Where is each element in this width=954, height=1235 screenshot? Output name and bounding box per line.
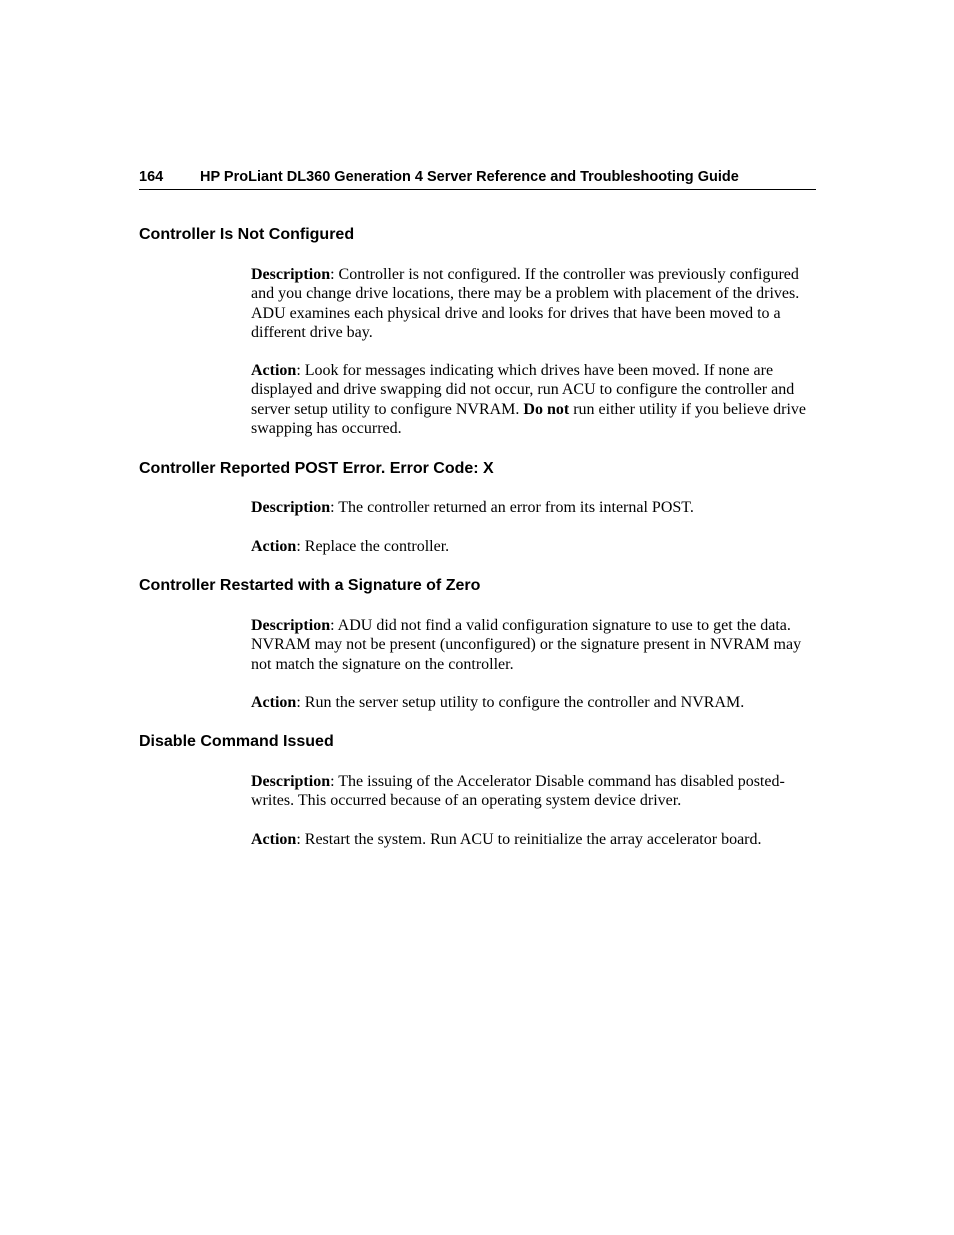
- action-label: Action: [251, 694, 297, 711]
- action-text-tail: run either utility if you believe drive swapping has occurred.: [251, 400, 807, 437]
- description-label: Description: [251, 266, 331, 283]
- action-paragraph: [251, 361, 817, 438]
- description-paragraph: [251, 265, 817, 342]
- action-paragraph: [251, 830, 817, 849]
- document-title: HP ProLiant DL360 Generation 4 Server Reference and Troubleshooting Guide: [200, 169, 739, 185]
- description-text: : The issuing of the Accelerator Disable command has disabled posted-writes. This occurred because of an operating system device driver.: [251, 773, 785, 810]
- action-text: : Restart the system. Run ACU to reinitialize the array accelerator board.: [296, 831, 762, 848]
- action-paragraph: [251, 537, 817, 556]
- description-label: Description: [251, 617, 331, 634]
- description-paragraph: [251, 616, 817, 674]
- section-heading-controller-not-configured: Controller Is Not Configured: [139, 226, 355, 243]
- section-heading-disable-command: Disable Command Issued: [139, 733, 334, 750]
- description-text: : Controller is not configured. If the controller was previously configured and you change drive locations, there may be a problem with placement of the drives. ADU examines each physical drive and looks for drives that have been moved to a different drive bay.: [251, 266, 800, 341]
- action-emphasis: Do not: [523, 400, 570, 418]
- description-label: Description: [251, 773, 331, 790]
- action-label: Action: [251, 831, 297, 848]
- description-label: Description: [251, 499, 331, 516]
- action-paragraph: [251, 693, 817, 712]
- action-label: Action: [251, 362, 297, 379]
- description-text: : ADU did not find a valid configuration signature to use to get the data. NVRAM may not be present (unconfigured) or the signature present in NVRAM may not match the signature on the controller.: [251, 617, 802, 673]
- section-heading-post-error: Controller Reported POST Error. Error Code: X: [139, 460, 494, 477]
- action-text: : Look for messages indicating which drives have been moved. If none are displayed and drive swapping did not occur, run ACU to configure the controller and server setup utility to configure NVRAM.: [251, 362, 795, 418]
- description-paragraph: [251, 498, 817, 517]
- description-text: : The controller returned an error from its internal POST.: [330, 499, 694, 516]
- page-number: 164: [139, 169, 164, 185]
- description-paragraph: [251, 772, 817, 811]
- page-header: [139, 168, 816, 190]
- section-heading-signature-of-zero: Controller Restarted with a Signature of Zero: [139, 577, 481, 594]
- action-text: : Replace the controller.: [296, 538, 450, 555]
- action-text: : Run the server setup utility to configure the controller and NVRAM.: [296, 694, 745, 711]
- action-label: Action: [251, 538, 297, 555]
